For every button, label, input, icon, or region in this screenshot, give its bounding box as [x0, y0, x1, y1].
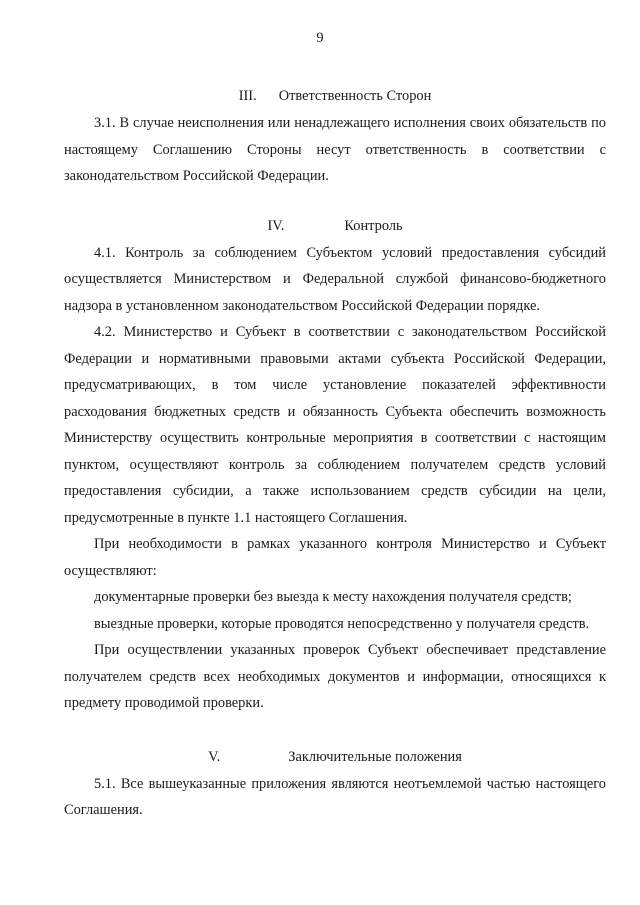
paragraph-3-1: 3.1. В случае неисполнения или ненадлежащего исполнения своих обязательств по настоящему Соглашению Стороны несут ответственность в соответствии с законодательством Российской Федерации. — [64, 115, 606, 184]
section-heading-final-provisions — [64, 747, 606, 767]
section-heading-control — [64, 216, 606, 236]
paragraph-5-1: 5.1. Все вышеуказанные приложения являются неотъемлемой частью настоящего Соглашения. — [64, 775, 606, 818]
document-body — [64, 86, 606, 824]
section-title: Ответственность Сторон — [278, 88, 432, 104]
paragraph-4-1: 4.1. Контроль за соблюдением Субъектом условий предоставления субсидий осуществляется Министерством и Федеральной службой финансово-бюджетного надзора в установленном законодательством Российской Федерации порядке. — [64, 244, 606, 314]
paragraph-documents-provision: При осуществлении указанных проверок Субъект обеспечивает представление получателем средств всех необходимых документов и информации, относящихся к предмету проводимой проверки. — [64, 642, 606, 711]
section-number: IV. — [267, 217, 285, 234]
paragraph-field-checks: выездные проверки, которые проводятся непосредственно у получателя средств. — [94, 615, 590, 632]
paragraph-inspections-intro: При необходимости в рамках указанного контроля Министерство и Субъект осуществляют: — [64, 536, 606, 579]
paragraph-documentary-checks: документарные проверки без выезда к месту нахождения получателя средств; — [94, 589, 572, 605]
section-heading-responsibility — [64, 86, 606, 106]
section-number: V. — [208, 748, 221, 765]
page-number: 9 — [316, 30, 324, 46]
section-title: Контроль — [344, 217, 403, 234]
section-number: III. — [238, 88, 257, 104]
paragraph-4-2: 4.2. Министерство и Субъект в соответствии с законодательством Российской Федерации и нормативными правовыми актами субъекта Российской Федерации, предусматривающих, в том числе установление показателей эффективности расходования бюджетных средств и обязанность Субъекта обеспечить возможность Министерству осуществить контрольные мероприятия в соответствии с настоящим пунктом, осуществляют контроль за соблюдением получателем средств условий предоставления субсидии, а также использованием средств субсидии на цели, предусмотренные в пункте 1.1 настоящего Соглашения. — [64, 324, 606, 526]
section-title: Заключительные положения — [288, 748, 462, 765]
